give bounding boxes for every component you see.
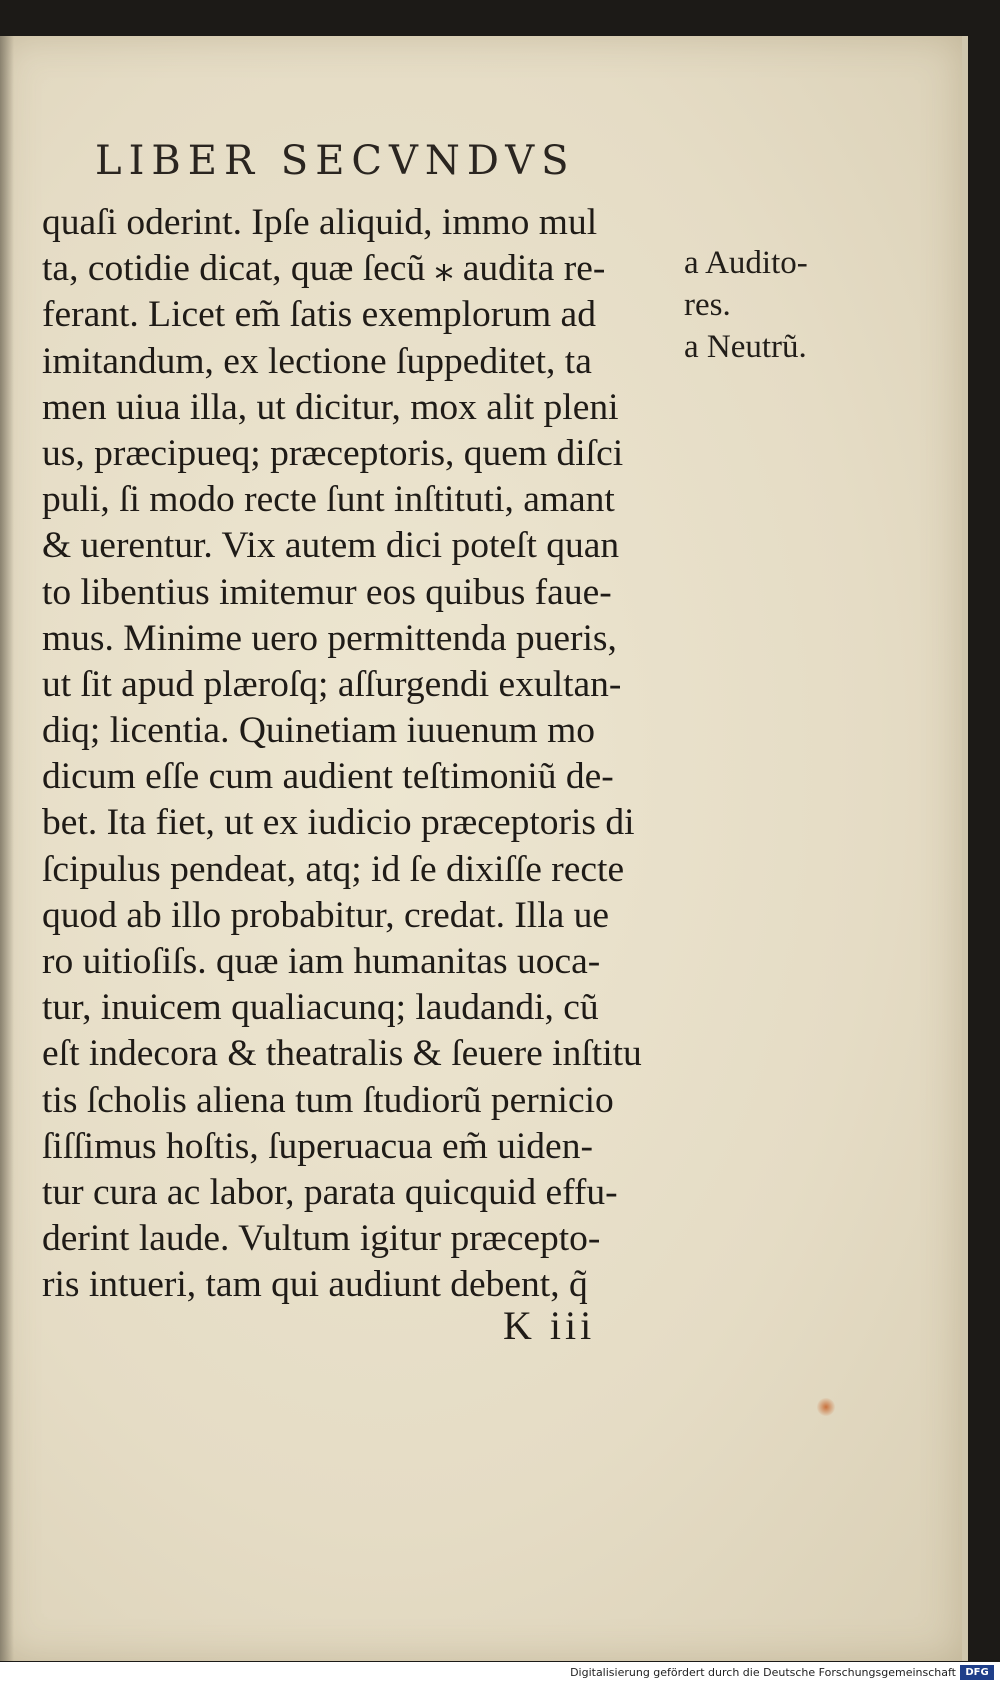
text-line: derint laude. Vultum igitur præcepto- [42, 1218, 601, 1260]
gutter-shadow [0, 36, 14, 1661]
text-line: eſt indecora & theatralis & ſeuere inſtitu [42, 1033, 642, 1075]
dfg-logo: DFG [960, 1665, 994, 1680]
paper-stain [817, 1398, 835, 1416]
text-line: ris intueri, tam qui audiunt debent, q̃ [42, 1264, 588, 1306]
text-line: ferant. Licet em̃ ſatis exemplorum ad [42, 294, 596, 336]
text-line: imitandum, ex lectione ſuppeditet, ta [42, 340, 592, 382]
text-line: ut ſit apud plæroſq; aſſurgendi exultan- [42, 663, 622, 705]
footer-credit: Digitalisierung gefördert durch die Deutsche Forschungsgemeinschaft [570, 1666, 956, 1679]
text-line: ſcipulus pendeat, atq; id ſe dixiſſe recte [42, 848, 625, 890]
marginal-note: res. [684, 287, 731, 323]
text-line: tur cura ac labor, parata quicquid effu- [42, 1171, 618, 1213]
marginal-notes [684, 242, 808, 368]
text-line: dicum eſſe cum audient teſtimoniũ de- [42, 756, 614, 798]
text-line: mus. Minime uero permittenda pueris, [42, 617, 617, 659]
text-line: ro uitioſiſs. quæ iam humanitas uoca- [42, 941, 601, 982]
text-line: & uerentur. Vix autem dici poteſt quan [42, 525, 620, 567]
text-line: us, præcipueq; præceptoris, quem diſci [42, 432, 624, 474]
text-line: puli, ſi modo recte ſunt inſtituti, amant [42, 479, 615, 521]
text-line: diq; licentia. Quinetiam iuuenum mo [42, 710, 596, 752]
text-line: quod ab illo probabitur, credat. Illa ue [42, 894, 610, 936]
text-line: men uiua illa, ut dicitur, mox alit pleni [42, 386, 619, 428]
body-text [42, 200, 682, 1309]
text-line: quaſi oderint. Ipſe aliquid, immo mul [42, 202, 598, 243]
signature-mark: K iii [503, 1303, 596, 1348]
text-line: to libentius imitemur eos quibus faue- [42, 571, 612, 613]
running-head: LIBER SECVNDVS [95, 138, 576, 184]
marginal-note: a Neutrũ. [684, 329, 807, 365]
text-line: tur, inuicem qualiacunq; laudandi, cũ [42, 987, 599, 1029]
text-line: tis ſcholis aliena tum ſtudiorũ pernicio [42, 1079, 614, 1121]
marginal-note: a Audito- [684, 245, 808, 281]
text-line: ſiſſimus hoſtis, ſuperuacua em̃ uiden- [42, 1125, 593, 1167]
text-line: bet. Ita fiet, ut ex iudicio præceptoris di [42, 802, 635, 844]
text-line: ta, cotidie dicat, quæ ſecũ ⁎ audita re- [42, 248, 606, 290]
